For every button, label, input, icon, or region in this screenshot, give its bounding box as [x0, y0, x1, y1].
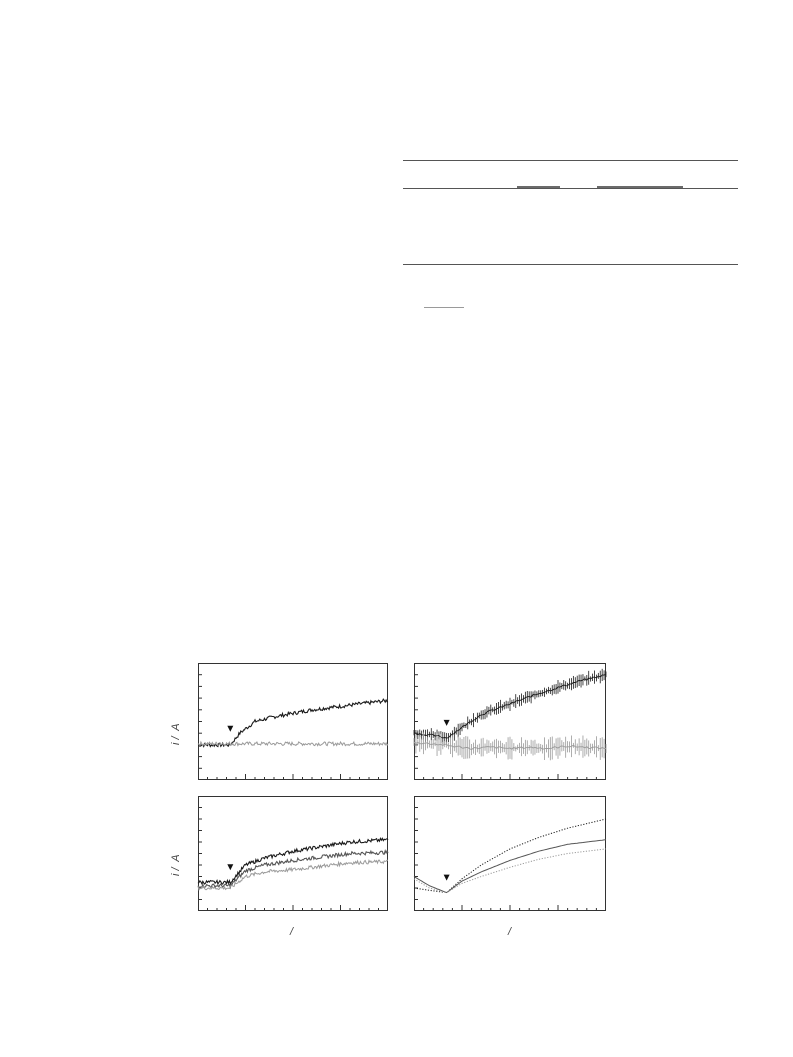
- series-line: [414, 849, 606, 893]
- table-top-rule: [403, 160, 738, 161]
- chart-panel-top-right: [414, 663, 606, 780]
- x-axis-label-right: /: [508, 926, 512, 938]
- chart-panel-top-left: [198, 663, 388, 780]
- series-line: [414, 840, 606, 893]
- chart-panel-bottom-left: [198, 796, 388, 911]
- onset-marker-icon: [444, 875, 450, 881]
- onset-marker-icon: [444, 720, 450, 726]
- table-header-rule: [403, 188, 738, 189]
- series-dark: [414, 819, 606, 893]
- legend-swatch: [424, 307, 464, 308]
- y-axis-label-top: i / A: [170, 723, 182, 745]
- onset-marker-icon: [227, 726, 233, 732]
- table-column-group-line-1: [517, 186, 560, 188]
- series-dark: [198, 699, 388, 746]
- series-light: [414, 849, 606, 893]
- chart-panel-bottom-right: [414, 796, 606, 911]
- onset-marker-icon: [227, 864, 233, 870]
- series-dark: [414, 669, 606, 744]
- y-axis-label-bottom: i / A: [170, 854, 182, 876]
- x-axis-label-left: /: [290, 926, 294, 938]
- plot-frame: [199, 664, 388, 780]
- series-mid: [414, 840, 606, 893]
- table-column-group-line-2: [597, 186, 683, 188]
- table-bottom-rule: [403, 264, 738, 265]
- series-line: [198, 699, 388, 746]
- plot-frame: [415, 797, 606, 911]
- series-line: [414, 819, 606, 893]
